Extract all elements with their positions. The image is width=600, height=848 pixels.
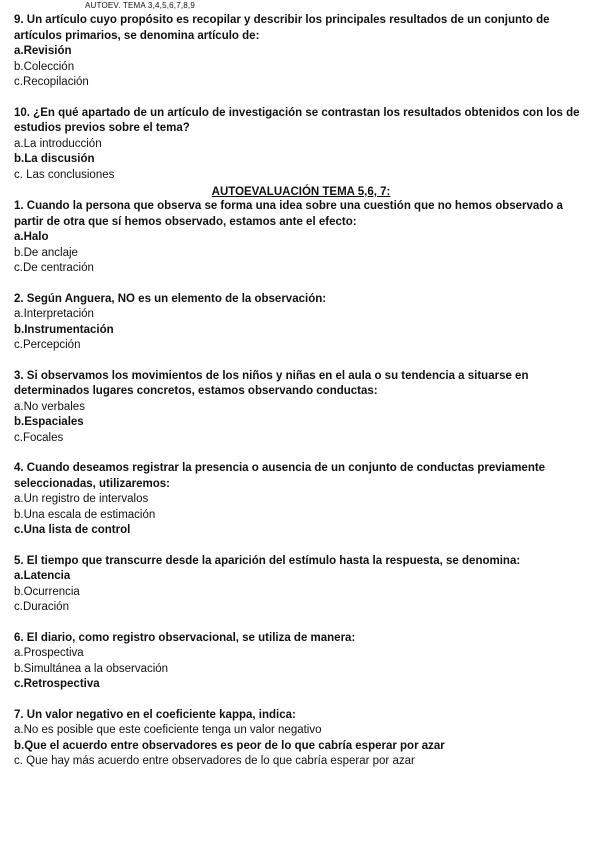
option-c: c.De centración [14,262,94,274]
question-text: 6. El diario, como registro observacional, se utiliza de manera: [14,631,356,644]
option-a: a.No es posible que este coeficiente tenga un valor negativo [14,724,322,736]
option-b: b.Que el acuerdo entre observadores es peor de lo que cabría esperar por azar [14,739,445,752]
option-a: a.Un registro de intervalos [14,493,149,505]
option-c: c.Duración [14,601,69,613]
question-text: 9. Un artículo cuyo propósito es recopilar y describir los principales resultados de un conjunto de artículos primarios, se denomina artículo de: [14,14,550,42]
question-2 [14,292,588,354]
option-a: a.Interpretación [14,308,94,320]
question-3 [14,369,588,447]
question-text: 1. Cuando la persona que observa se forma una idea sobre una cuestión que no hemos observado a partir de otra que sí hemos observado, estamos ante el efecto: [14,200,563,228]
option-c: c. Que hay más acuerdo entre observadores de lo que cabría esperar por azar [14,755,415,767]
option-a: a.Latencia [14,570,71,582]
question-4 [14,461,588,539]
option-c: c. Las conclusiones [14,168,115,181]
question-10 [14,106,588,184]
section-title: AUTOEVALUACIÓN TEMA 5,6, 7: [211,186,391,198]
question-7 [14,708,588,770]
option-b: b.Colección [14,60,75,73]
option-c: c.Una lista de control [14,524,131,536]
question-text: 4. Cuando deseamos registrar la presencia o ausencia de un conjunto de conductas previamente seleccionadas, utilizaremos: [14,462,546,490]
question-text: 2. Según Anguera, NO es un elemento de la observación: [14,292,327,305]
option-c: c.Focales [14,431,64,444]
question-text: 3. Si observamos los movimientos de los niños y niñas en el aula o su tendencia a situarse en determinados lugares concretos, estamos observando conductas: [14,369,529,397]
option-b: b.Ocurrencia [14,585,80,598]
question-6 [14,631,588,693]
option-c: c.Recopilación [14,76,89,88]
document-body [14,13,588,770]
question-text: 10. ¿En qué apartado de un artículo de investigación se contrastan los resultados obtenidos con los de estudios previos sobre el tema? [14,106,580,134]
option-a: a.Halo [14,231,49,243]
option-a: a.La introducción [14,137,102,150]
option-b: b.Una escala de estimación [14,508,156,521]
question-text: 5. El tiempo que transcurre desde la aparición del estímulo hasta la respuesta, se denomina: [14,554,521,567]
question-block-b [14,199,588,770]
option-c: c.Percepción [14,339,81,351]
option-a: a.Revisión [14,45,72,57]
question-1 [14,199,588,277]
option-a: a.No verbales [14,400,85,413]
option-c: c.Retrospectiva [14,678,100,690]
question-5 [14,554,588,616]
question-block-a [14,13,588,183]
option-b: b.Simultánea a la observación [14,662,169,675]
page-header: AUTOEV. TEMA 3,4,5,6,7,8,9 [85,1,196,10]
option-b: b.Espaciales [14,416,84,428]
option-a: a.Prospectiva [14,647,84,659]
option-b: b.La discusión [14,153,95,165]
question-9 [14,13,588,91]
question-text: 7. Un valor negativo en el coeficiente kappa, indica: [14,708,296,721]
option-b: b.Instrumentación [14,323,114,336]
option-b: b.De anclaje [14,246,78,259]
